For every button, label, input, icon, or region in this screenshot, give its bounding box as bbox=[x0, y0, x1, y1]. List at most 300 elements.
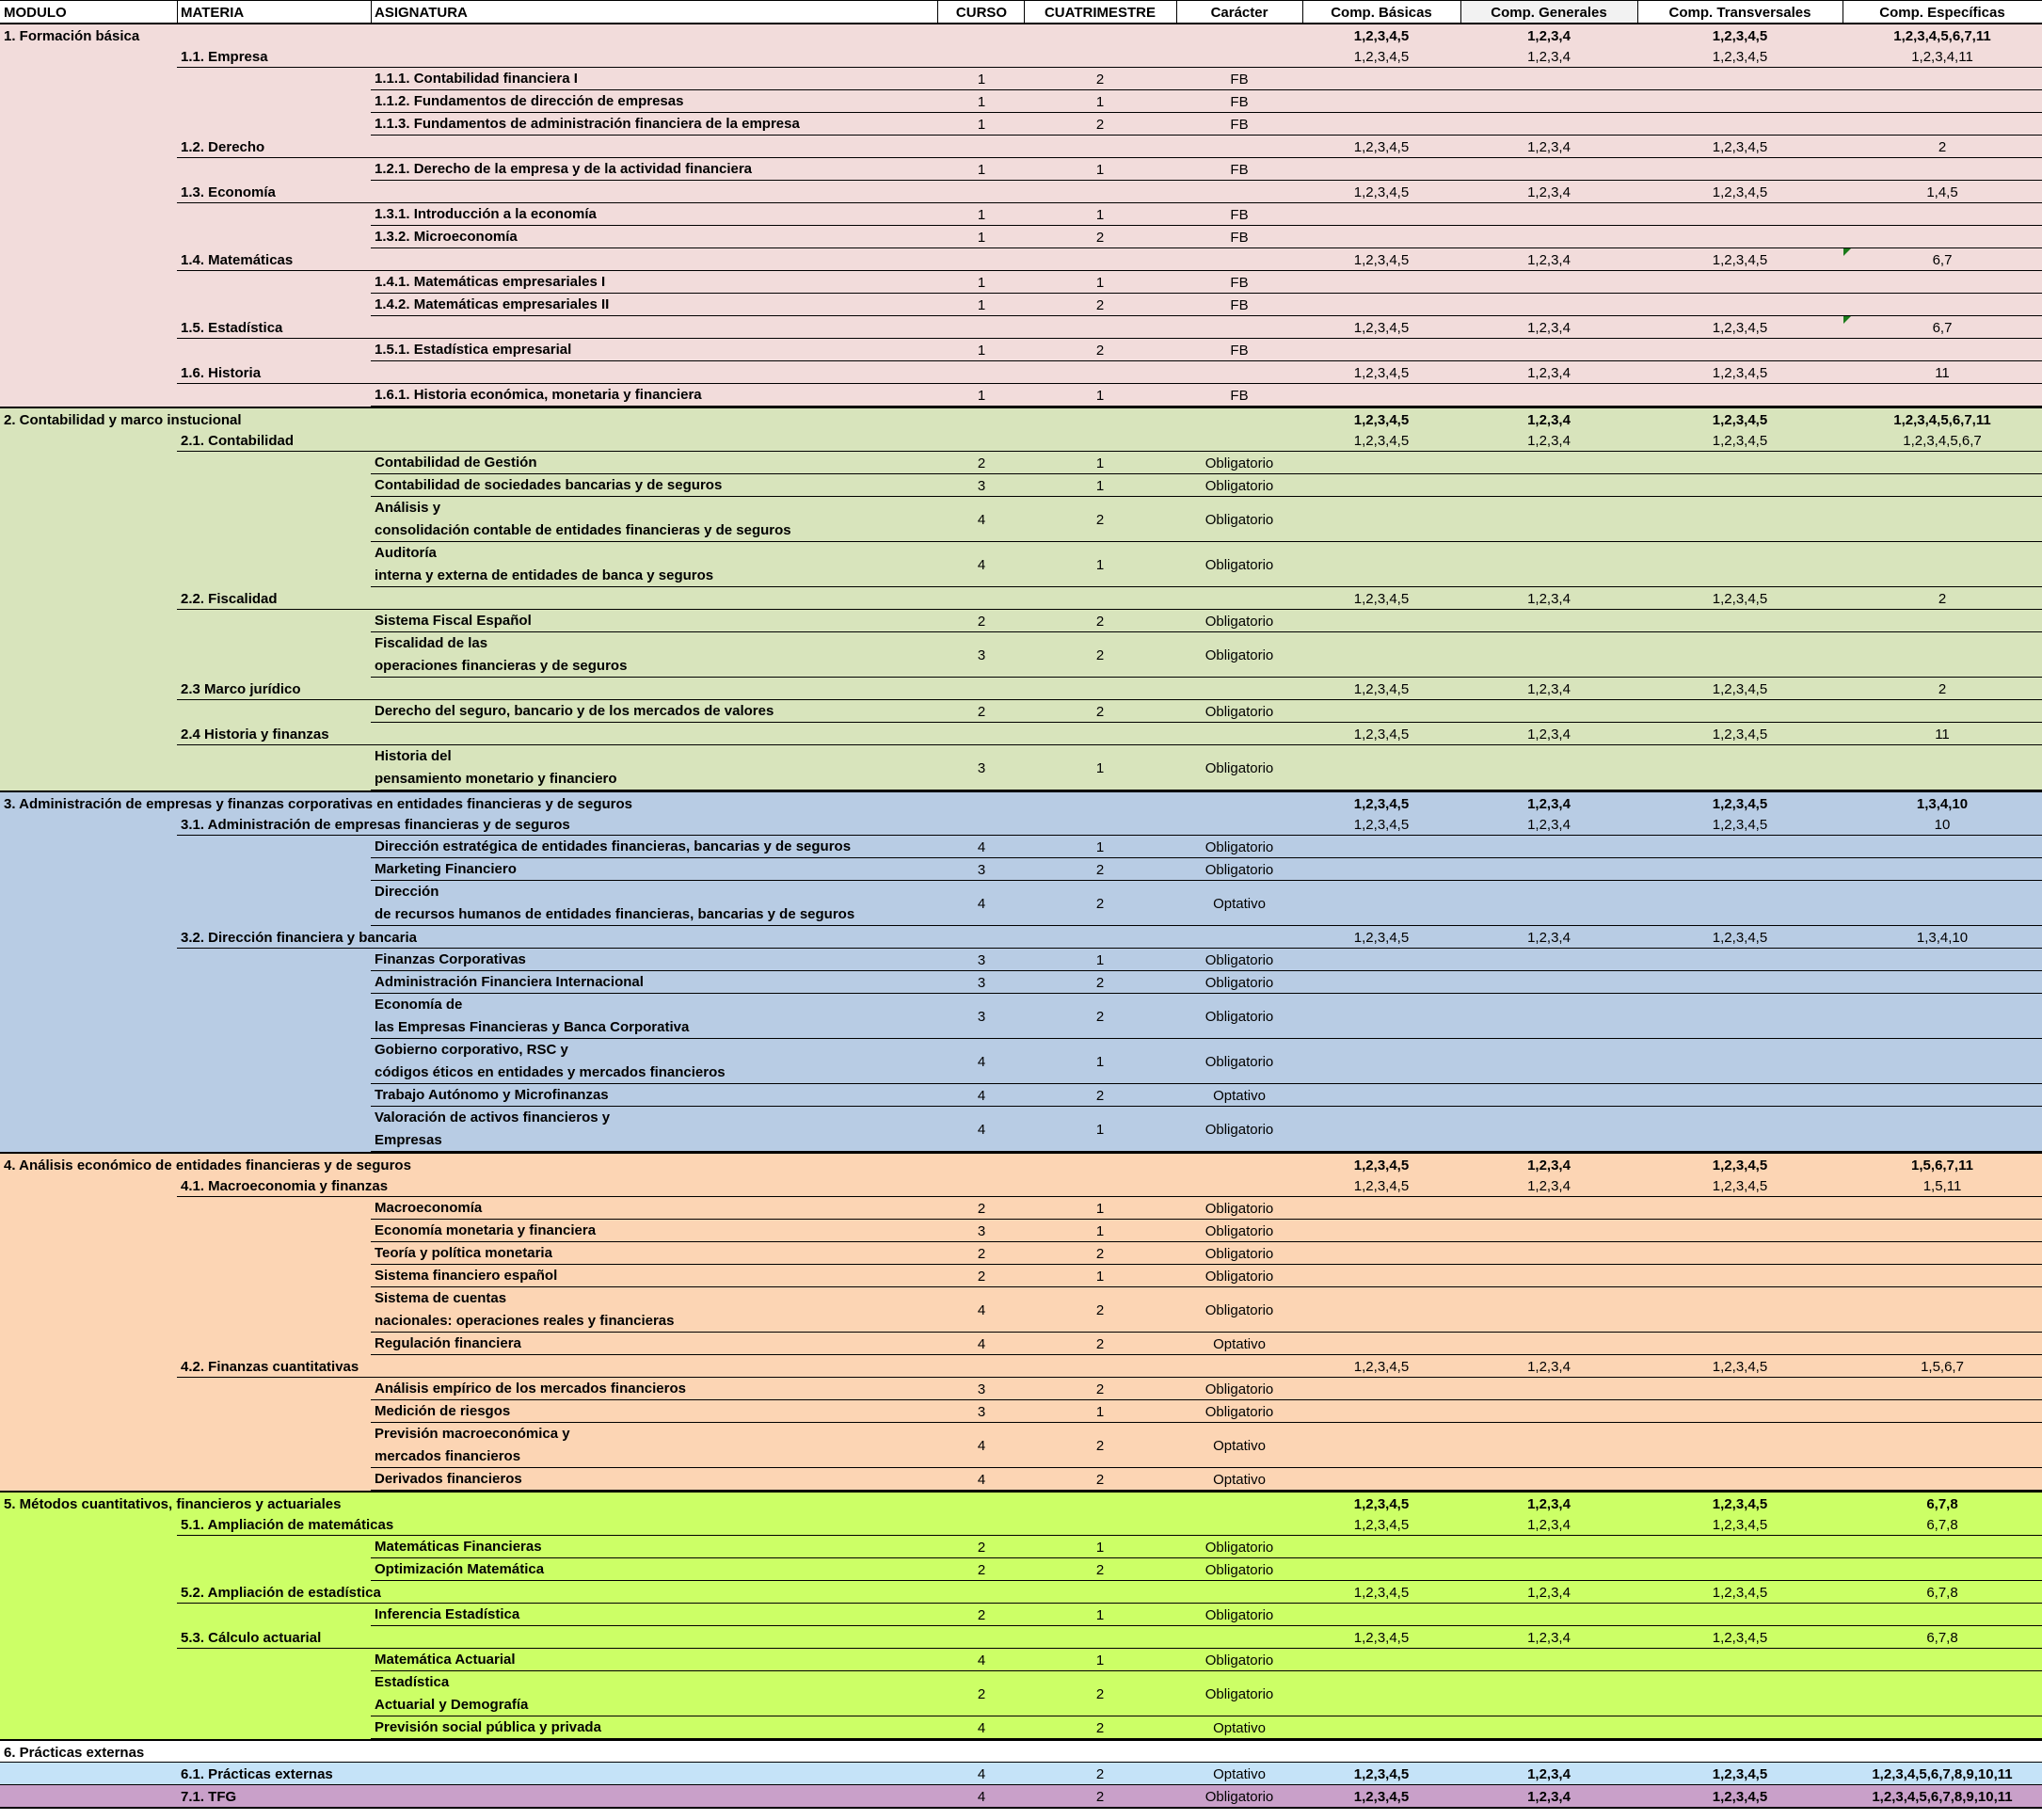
asignatura-cell[interactable] bbox=[375, 90, 937, 113]
comp-especificas-cell[interactable]: 1,3,4,10 bbox=[1916, 795, 1969, 812]
cuatrimestre-cell[interactable]: 2 bbox=[1095, 116, 1105, 133]
comp-basicas-cell[interactable]: 1,2,3,4,5 bbox=[1353, 929, 1410, 946]
caracter-cell[interactable]: FB bbox=[1230, 296, 1249, 313]
caracter-cell[interactable]: Optativo bbox=[1213, 895, 1266, 912]
curso-cell[interactable]: 3 bbox=[977, 759, 986, 776]
comp-especificas-cell[interactable]: 6,7 bbox=[1932, 251, 1953, 268]
caracter-cell[interactable]: Obligatorio bbox=[1204, 1561, 1274, 1578]
curso-cell[interactable]: 1 bbox=[977, 206, 986, 223]
materia-label[interactable]: 6.1. Prácticas externas bbox=[181, 1765, 333, 1782]
comp-generales-cell[interactable]: 1,2,3,4 bbox=[1527, 929, 1571, 946]
caracter-cell[interactable]: Obligatorio bbox=[1204, 556, 1274, 573]
comp-basicas-cell[interactable]: 1,2,3,4,5 bbox=[1353, 726, 1410, 742]
caracter-cell[interactable]: Obligatorio bbox=[1204, 455, 1274, 471]
comp-especificas-cell[interactable]: 11 bbox=[1935, 726, 1950, 742]
comp-transversales-cell[interactable]: 1,2,3,4,5 bbox=[1712, 1157, 1768, 1173]
comp-transversales-cell[interactable]: 1,2,3,4,5 bbox=[1712, 1788, 1768, 1805]
cuatrimestre-cell[interactable]: 1 bbox=[1095, 759, 1105, 776]
materia-label[interactable]: 2.4 Historia y finanzas bbox=[181, 726, 329, 742]
asignatura-cell[interactable] bbox=[375, 745, 937, 790]
comp-transversales-cell[interactable]: 1,2,3,4,5 bbox=[1712, 1629, 1768, 1646]
caracter-cell[interactable]: Optativo bbox=[1213, 1437, 1266, 1454]
asignatura-cell[interactable] bbox=[375, 1197, 937, 1220]
comp-especificas-cell[interactable]: 1,2,3,4,5,6,7,11 bbox=[1893, 411, 1991, 428]
comp-transversales-cell[interactable]: 1,2,3,4,5 bbox=[1712, 1584, 1768, 1601]
cuatrimestre-cell[interactable]: 1 bbox=[1095, 1053, 1105, 1070]
caracter-cell[interactable]: Obligatorio bbox=[1204, 613, 1274, 630]
cuatrimestre-cell[interactable]: 2 bbox=[1095, 71, 1105, 88]
curso-cell[interactable]: 2 bbox=[977, 1268, 986, 1285]
comp-generales-cell[interactable]: 1,2,3,4 bbox=[1527, 1177, 1571, 1194]
comp-transversales-cell[interactable]: 1,2,3,4,5 bbox=[1712, 1516, 1768, 1533]
curso-cell[interactable]: 3 bbox=[977, 1403, 986, 1420]
cuatrimestre-cell[interactable]: 2 bbox=[1095, 1087, 1105, 1104]
comp-transversales-cell[interactable]: 1,2,3,4,5 bbox=[1712, 1358, 1768, 1375]
cuatrimestre-cell[interactable]: 2 bbox=[1095, 703, 1105, 720]
cuatrimestre-cell[interactable]: 1 bbox=[1095, 93, 1105, 110]
asignatura-cell[interactable] bbox=[375, 1084, 937, 1107]
asignatura-cell[interactable] bbox=[375, 1220, 937, 1242]
cuatrimestre-cell[interactable]: 2 bbox=[1095, 613, 1105, 630]
comp-basicas-cell[interactable]: 1,2,3,4,5 bbox=[1353, 1516, 1410, 1533]
comp-transversales-cell[interactable]: 1,2,3,4,5 bbox=[1712, 726, 1768, 742]
curso-cell[interactable]: 1 bbox=[977, 71, 986, 88]
curso-cell[interactable]: 1 bbox=[977, 161, 986, 178]
module-label[interactable]: 1. Formación básica bbox=[4, 27, 140, 44]
cuatrimestre-cell[interactable]: 1 bbox=[1095, 206, 1105, 223]
comp-basicas-cell[interactable]: 1,2,3,4,5 bbox=[1353, 1584, 1410, 1601]
comp-especificas-cell[interactable]: 1,2,3,4,5,6,7,8,9,10,11 bbox=[1872, 1765, 2013, 1782]
materia-label[interactable]: 4.2. Finanzas cuantitativas bbox=[181, 1358, 359, 1375]
materia-label[interactable]: 5.3. Cálculo actuarial bbox=[181, 1629, 322, 1646]
curso-cell[interactable]: 1 bbox=[977, 296, 986, 313]
asignatura-cell[interactable] bbox=[375, 1604, 937, 1626]
curso-cell[interactable]: 2 bbox=[977, 1245, 986, 1262]
asignatura-cell[interactable] bbox=[375, 700, 937, 723]
asignatura-cell[interactable] bbox=[375, 542, 937, 587]
caracter-cell[interactable]: Obligatorio bbox=[1204, 1539, 1274, 1556]
curso-cell[interactable]: 1 bbox=[977, 93, 986, 110]
caracter-cell[interactable]: Optativo bbox=[1213, 1335, 1266, 1352]
comp-transversales-cell[interactable]: 1,2,3,4,5 bbox=[1712, 1495, 1768, 1512]
curso-cell[interactable]: 2 bbox=[977, 1200, 986, 1217]
comp-basicas-cell[interactable]: 1,2,3,4,5 bbox=[1353, 1629, 1410, 1646]
comp-transversales-cell[interactable]: 1,2,3,4,5 bbox=[1712, 364, 1768, 381]
curso-cell[interactable]: 1 bbox=[977, 229, 986, 246]
caracter-cell[interactable]: Obligatorio bbox=[1204, 1053, 1274, 1070]
comp-basicas-cell[interactable]: 1,2,3,4,5 bbox=[1353, 816, 1410, 833]
asignatura-cell[interactable] bbox=[375, 68, 937, 90]
comp-especificas-cell[interactable]: 1,3,4,10 bbox=[1916, 929, 1969, 946]
cuatrimestre-cell[interactable]: 2 bbox=[1095, 1381, 1105, 1397]
caracter-cell[interactable]: FB bbox=[1230, 161, 1249, 178]
cuatrimestre-cell[interactable]: 1 bbox=[1095, 1539, 1105, 1556]
cuatrimestre-cell[interactable]: 2 bbox=[1095, 1561, 1105, 1578]
asignatura-cell[interactable] bbox=[375, 1423, 937, 1468]
comp-generales-cell[interactable]: 1,2,3,4 bbox=[1527, 590, 1571, 607]
comp-especificas-cell[interactable] bbox=[1843, 1741, 2042, 1764]
curso-cell[interactable]: 2 bbox=[977, 1539, 986, 1556]
curso-cell[interactable]: 4 bbox=[977, 1765, 986, 1782]
materia-label[interactable]: 3.1. Administración de empresas financieras y de seguros bbox=[181, 816, 570, 833]
comp-transversales-cell[interactable]: 1,2,3,4,5 bbox=[1712, 1765, 1768, 1782]
header-comp-generales[interactable]: Comp. Generales bbox=[1460, 1, 1637, 24]
caracter-cell[interactable]: Optativo bbox=[1213, 1087, 1266, 1104]
curso-cell[interactable]: 4 bbox=[977, 895, 986, 912]
asignatura-cell[interactable] bbox=[375, 1265, 937, 1287]
comp-transversales-cell[interactable]: 1,2,3,4,5 bbox=[1712, 680, 1768, 697]
cuatrimestre-cell[interactable]: 2 bbox=[1095, 511, 1105, 528]
curso-cell[interactable]: 4 bbox=[977, 1719, 986, 1736]
header-comp-basicas[interactable]: Comp. Básicas bbox=[1331, 4, 1432, 21]
comp-basicas-cell[interactable]: 1,2,3,4,5 bbox=[1353, 138, 1410, 155]
asignatura-cell[interactable] bbox=[375, 836, 937, 858]
caracter-cell[interactable]: FB bbox=[1230, 229, 1249, 246]
comp-especificas-cell[interactable]: 2 bbox=[1938, 680, 1947, 697]
curso-cell[interactable]: 4 bbox=[977, 838, 986, 855]
comp-generales-cell[interactable]: 1,2,3,4 bbox=[1527, 319, 1571, 336]
comp-generales-cell[interactable]: 1,2,3,4 bbox=[1527, 48, 1571, 65]
comp-especificas-cell[interactable]: 1,5,11 bbox=[1922, 1177, 1962, 1194]
comp-generales-cell[interactable]: 1,2,3,4 bbox=[1527, 432, 1571, 449]
caracter-cell[interactable]: FB bbox=[1230, 387, 1249, 404]
cuatrimestre-cell[interactable]: 2 bbox=[1095, 1719, 1105, 1736]
cuatrimestre-cell[interactable]: 2 bbox=[1095, 895, 1105, 912]
cuatrimestre-cell[interactable]: 2 bbox=[1095, 974, 1105, 991]
curso-cell[interactable]: 2 bbox=[977, 703, 986, 720]
cuatrimestre-cell[interactable]: 2 bbox=[1095, 1437, 1105, 1454]
comp-transversales-cell[interactable]: 1,2,3,4,5 bbox=[1712, 411, 1768, 428]
cuatrimestre-cell[interactable]: 2 bbox=[1095, 1788, 1105, 1805]
header-comp-especificas[interactable]: Comp. Específicas bbox=[1879, 4, 2005, 21]
cuatrimestre-cell[interactable]: 2 bbox=[1095, 1301, 1105, 1318]
caracter-cell[interactable]: Obligatorio bbox=[1204, 974, 1274, 991]
caracter-cell[interactable]: Obligatorio bbox=[1204, 703, 1274, 720]
asignatura-cell[interactable] bbox=[375, 1242, 937, 1265]
module-label[interactable]: 5. Métodos cuantitativos, financieros y actuariales bbox=[4, 1495, 342, 1512]
cuatrimestre-cell[interactable]: 2 bbox=[1095, 296, 1105, 313]
comp-especificas-cell[interactable]: 6,7,8 bbox=[1926, 1516, 1958, 1533]
curso-cell[interactable]: 2 bbox=[977, 455, 986, 471]
cuatrimestre-cell[interactable]: 2 bbox=[1095, 861, 1105, 878]
curso-cell[interactable]: 4 bbox=[977, 1053, 986, 1070]
caracter-cell[interactable]: Optativo bbox=[1213, 1471, 1266, 1488]
asignatura-cell[interactable] bbox=[375, 881, 937, 926]
comment-indicator-icon[interactable] bbox=[1843, 248, 1851, 256]
curso-cell[interactable]: 4 bbox=[977, 1121, 986, 1138]
curso-cell[interactable]: 3 bbox=[977, 1381, 986, 1397]
module-label[interactable]: 6. Prácticas externas bbox=[4, 1744, 145, 1761]
cuatrimestre-cell[interactable]: 1 bbox=[1095, 1222, 1105, 1239]
comp-basicas-cell[interactable]: 1,2,3,4,5 bbox=[1353, 1788, 1410, 1805]
comp-generales-cell[interactable]: 1,2,3,4 bbox=[1527, 27, 1571, 44]
curso-cell[interactable]: 3 bbox=[977, 974, 986, 991]
cuatrimestre-cell[interactable]: 2 bbox=[1095, 1471, 1105, 1488]
comp-especificas-cell[interactable]: 11 bbox=[1935, 364, 1950, 381]
comp-generales-cell[interactable]: 1,2,3,4 bbox=[1527, 1765, 1571, 1782]
comp-generales-cell[interactable]: 1,2,3,4 bbox=[1527, 1495, 1571, 1512]
comp-especificas-cell[interactable]: 6,7,8 bbox=[1926, 1584, 1958, 1601]
comp-transversales-cell[interactable]: 1,2,3,4,5 bbox=[1712, 27, 1768, 44]
caracter-cell[interactable]: Obligatorio bbox=[1204, 1200, 1274, 1217]
curso-cell[interactable]: 3 bbox=[977, 647, 986, 663]
comp-generales-cell[interactable] bbox=[1460, 1741, 1637, 1764]
comp-transversales-cell[interactable]: 1,2,3,4,5 bbox=[1712, 138, 1768, 155]
comp-basicas-cell[interactable]: 1,2,3,4,5 bbox=[1353, 27, 1410, 44]
asignatura-cell[interactable] bbox=[375, 1378, 937, 1400]
cuatrimestre-cell[interactable]: 1 bbox=[1095, 387, 1105, 404]
cuatrimestre-cell[interactable]: 1 bbox=[1095, 274, 1105, 291]
asignatura-cell[interactable] bbox=[375, 1039, 937, 1084]
comp-especificas-cell[interactable]: 1,4,5 bbox=[1926, 184, 1958, 200]
caracter-cell[interactable]: Obligatorio bbox=[1204, 1301, 1274, 1318]
asignatura-cell[interactable] bbox=[375, 610, 937, 632]
curso-cell[interactable]: 1 bbox=[977, 387, 986, 404]
asignatura-cell[interactable] bbox=[375, 339, 937, 361]
caracter-cell[interactable]: FB bbox=[1230, 206, 1249, 223]
caracter-cell[interactable]: Obligatorio bbox=[1204, 861, 1274, 878]
comp-basicas-cell[interactable] bbox=[1302, 1741, 1460, 1764]
asignatura-cell[interactable] bbox=[375, 949, 937, 971]
caracter-cell[interactable]: Obligatorio bbox=[1204, 1121, 1274, 1138]
cuatrimestre-cell[interactable]: 1 bbox=[1095, 161, 1105, 178]
curso-cell[interactable]: 3 bbox=[977, 951, 986, 968]
asignatura-cell[interactable] bbox=[375, 271, 937, 294]
comp-especificas-cell[interactable]: 6,7,8 bbox=[1926, 1629, 1958, 1646]
cuatrimestre-cell[interactable]: 2 bbox=[1095, 1245, 1105, 1262]
curso-cell[interactable]: 1 bbox=[977, 342, 986, 359]
cuatrimestre-cell[interactable]: 1 bbox=[1095, 1200, 1105, 1217]
asignatura-cell[interactable] bbox=[375, 497, 937, 542]
caracter-cell[interactable]: Obligatorio bbox=[1204, 1606, 1274, 1623]
caracter-cell[interactable]: Obligatorio bbox=[1204, 511, 1274, 528]
comp-transversales-cell[interactable]: 1,2,3,4,5 bbox=[1712, 1177, 1768, 1194]
comp-transversales-cell[interactable]: 1,2,3,4,5 bbox=[1712, 319, 1768, 336]
materia-label[interactable]: 5.1. Ampliación de matemáticas bbox=[181, 1516, 394, 1533]
comp-basicas-cell[interactable]: 1,2,3,4,5 bbox=[1353, 1157, 1410, 1173]
comp-especificas-cell[interactable]: 6,7,8 bbox=[1926, 1495, 1958, 1512]
comp-basicas-cell[interactable]: 1,2,3,4,5 bbox=[1353, 251, 1410, 268]
comp-basicas-cell[interactable]: 1,2,3,4,5 bbox=[1353, 590, 1410, 607]
asignatura-cell[interactable] bbox=[375, 158, 937, 181]
comp-generales-cell[interactable]: 1,2,3,4 bbox=[1527, 1788, 1571, 1805]
asignatura-cell[interactable] bbox=[375, 994, 937, 1039]
caracter-cell[interactable]: Optativo bbox=[1213, 1765, 1266, 1782]
curso-cell[interactable]: 4 bbox=[977, 1087, 986, 1104]
comp-transversales-cell[interactable]: 1,2,3,4,5 bbox=[1712, 929, 1768, 946]
comp-basicas-cell[interactable]: 1,2,3,4,5 bbox=[1353, 1765, 1410, 1782]
curso-cell[interactable]: 3 bbox=[977, 1008, 986, 1025]
caracter-cell[interactable]: Obligatorio bbox=[1204, 838, 1274, 855]
comp-generales-cell[interactable]: 1,2,3,4 bbox=[1527, 680, 1571, 697]
comp-transversales-cell[interactable]: 1,2,3,4,5 bbox=[1712, 432, 1768, 449]
cuatrimestre-cell[interactable]: 2 bbox=[1095, 1008, 1105, 1025]
asignatura-cell[interactable] bbox=[375, 1671, 937, 1716]
materia-label[interactable]: 1.1. Empresa bbox=[181, 48, 268, 65]
comp-generales-cell[interactable]: 1,2,3,4 bbox=[1527, 138, 1571, 155]
asignatura-cell[interactable] bbox=[375, 632, 937, 678]
comp-transversales-cell[interactable]: 1,2,3,4,5 bbox=[1712, 816, 1768, 833]
materia-label[interactable]: 4.1. Macroeconomia y finanzas bbox=[181, 1177, 389, 1194]
comp-basicas-cell[interactable]: 1,2,3,4,5 bbox=[1353, 795, 1410, 812]
cuatrimestre-cell[interactable]: 2 bbox=[1095, 1765, 1105, 1782]
caracter-cell[interactable]: Obligatorio bbox=[1204, 477, 1274, 494]
asignatura-cell[interactable] bbox=[375, 203, 937, 226]
curso-cell[interactable]: 4 bbox=[977, 1788, 986, 1805]
curso-cell[interactable]: 3 bbox=[977, 477, 986, 494]
materia-label[interactable]: 1.2. Derecho bbox=[181, 138, 265, 155]
curso-cell[interactable]: 2 bbox=[977, 1561, 986, 1578]
cuatrimestre-cell[interactable]: 1 bbox=[1095, 556, 1105, 573]
header-cuatrimestre[interactable]: CUATRIMESTRE bbox=[1044, 4, 1157, 21]
caracter-cell[interactable]: FB bbox=[1230, 71, 1249, 88]
asignatura-cell[interactable] bbox=[375, 1468, 937, 1491]
comp-basicas-cell[interactable]: 1,2,3,4,5 bbox=[1353, 319, 1410, 336]
comp-generales-cell[interactable]: 1,2,3,4 bbox=[1527, 184, 1571, 200]
caracter-cell[interactable]: Obligatorio bbox=[1204, 1268, 1274, 1285]
caracter-cell[interactable]: Obligatorio bbox=[1204, 759, 1274, 776]
asignatura-cell[interactable] bbox=[375, 858, 937, 881]
curso-cell[interactable]: 4 bbox=[977, 556, 986, 573]
caracter-cell[interactable]: Optativo bbox=[1213, 1719, 1266, 1736]
asignatura-cell[interactable] bbox=[375, 1649, 937, 1671]
caracter-cell[interactable]: Obligatorio bbox=[1204, 1222, 1274, 1239]
caracter-cell[interactable]: Obligatorio bbox=[1204, 1008, 1274, 1025]
curso-cell[interactable]: 4 bbox=[977, 511, 986, 528]
asignatura-cell[interactable] bbox=[375, 1536, 937, 1558]
caracter-cell[interactable]: FB bbox=[1230, 93, 1249, 110]
comp-basicas-cell[interactable]: 1,2,3,4,5 bbox=[1353, 1177, 1410, 1194]
comp-especificas-cell[interactable]: 1,5,6,7,11 bbox=[1911, 1157, 1973, 1173]
asignatura-cell[interactable] bbox=[375, 1287, 937, 1333]
comp-generales-cell[interactable]: 1,2,3,4 bbox=[1527, 1157, 1571, 1173]
materia-label[interactable]: 5.2. Ampliación de estadística bbox=[181, 1584, 381, 1601]
comp-especificas-cell[interactable]: 2 bbox=[1938, 138, 1947, 155]
asignatura-cell[interactable] bbox=[375, 1400, 937, 1423]
comp-transversales-cell[interactable]: 1,2,3,4,5 bbox=[1712, 590, 1768, 607]
cuatrimestre-cell[interactable]: 1 bbox=[1095, 455, 1105, 471]
comp-transversales-cell[interactable] bbox=[1637, 1741, 1843, 1764]
module-label[interactable]: 2. Contabilidad y marco instucional bbox=[4, 411, 242, 428]
caracter-cell[interactable]: FB bbox=[1230, 342, 1249, 359]
curso-cell[interactable]: 4 bbox=[977, 1335, 986, 1352]
comp-generales-cell[interactable]: 1,2,3,4 bbox=[1527, 726, 1571, 742]
caracter-cell[interactable]: Obligatorio bbox=[1204, 951, 1274, 968]
curso-cell[interactable]: 2 bbox=[977, 1685, 986, 1702]
comp-basicas-cell[interactable]: 1,2,3,4,5 bbox=[1353, 364, 1410, 381]
comp-basicas-cell[interactable]: 1,2,3,4,5 bbox=[1353, 48, 1410, 65]
cuatrimestre-cell[interactable]: 2 bbox=[1095, 342, 1105, 359]
header-caracter[interactable]: Carácter bbox=[1210, 4, 1268, 21]
comp-basicas-cell[interactable]: 1,2,3,4,5 bbox=[1353, 184, 1410, 200]
module-label[interactable]: 4. Análisis económico de entidades financieras y de seguros bbox=[4, 1157, 411, 1173]
comp-especificas-cell[interactable]: 1,2,3,4,5,6,7,11 bbox=[1893, 27, 1991, 44]
comp-especificas-cell[interactable]: 1,2,3,4,5,6,7 bbox=[1903, 432, 1982, 449]
comp-especificas-cell[interactable]: 6,7 bbox=[1932, 319, 1953, 336]
comment-indicator-icon[interactable] bbox=[1843, 316, 1851, 324]
curso-cell[interactable]: 3 bbox=[977, 1222, 986, 1239]
comp-basicas-cell[interactable]: 1,2,3,4,5 bbox=[1353, 680, 1410, 697]
curso-cell[interactable]: 4 bbox=[977, 1437, 986, 1454]
caracter-cell[interactable]: Obligatorio bbox=[1204, 647, 1274, 663]
comp-especificas-cell[interactable]: 1,2,3,4,11 bbox=[1911, 48, 1973, 65]
cuatrimestre-cell[interactable]: 2 bbox=[1095, 647, 1105, 663]
header-materia[interactable]: MATERIA bbox=[181, 4, 245, 21]
comp-generales-cell[interactable]: 1,2,3,4 bbox=[1527, 1516, 1571, 1533]
comp-transversales-cell[interactable]: 1,2,3,4,5 bbox=[1712, 795, 1768, 812]
cuatrimestre-cell[interactable]: 1 bbox=[1095, 1606, 1105, 1623]
materia-label[interactable]: 1.3. Economía bbox=[181, 184, 276, 200]
caracter-cell[interactable]: Obligatorio bbox=[1204, 1652, 1274, 1668]
comp-generales-cell[interactable]: 1,2,3,4 bbox=[1527, 411, 1571, 428]
caracter-cell[interactable]: Obligatorio bbox=[1204, 1788, 1274, 1805]
cuatrimestre-cell[interactable]: 1 bbox=[1095, 1121, 1105, 1138]
cuatrimestre-cell[interactable]: 2 bbox=[1095, 229, 1105, 246]
comp-basicas-cell[interactable]: 1,2,3,4,5 bbox=[1353, 411, 1410, 428]
materia-label[interactable]: 2.2. Fiscalidad bbox=[181, 590, 278, 607]
comp-especificas-cell[interactable]: 2 bbox=[1938, 590, 1947, 607]
asignatura-cell[interactable] bbox=[375, 1716, 937, 1739]
header-comp-transversales[interactable]: Comp. Transversales bbox=[1668, 4, 1811, 21]
comp-transversales-cell[interactable]: 1,2,3,4,5 bbox=[1712, 184, 1768, 200]
comp-generales-cell[interactable]: 1,2,3,4 bbox=[1527, 1358, 1571, 1375]
asignatura-cell[interactable] bbox=[375, 1107, 937, 1152]
curso-cell[interactable]: 4 bbox=[977, 1652, 986, 1668]
asignatura-cell[interactable] bbox=[375, 1558, 937, 1581]
asignatura-cell[interactable] bbox=[375, 294, 937, 316]
materia-label[interactable]: 2.3 Marco jurídico bbox=[181, 680, 301, 697]
cuatrimestre-cell[interactable]: 1 bbox=[1095, 1268, 1105, 1285]
asignatura-cell[interactable] bbox=[375, 113, 937, 136]
comp-generales-cell[interactable]: 1,2,3,4 bbox=[1527, 1629, 1571, 1646]
caracter-cell[interactable]: Obligatorio bbox=[1204, 1381, 1274, 1397]
curso-cell[interactable]: 2 bbox=[977, 1606, 986, 1623]
asignatura-cell[interactable] bbox=[375, 384, 937, 407]
comp-transversales-cell[interactable]: 1,2,3,4,5 bbox=[1712, 251, 1768, 268]
comp-generales-cell[interactable]: 1,2,3,4 bbox=[1527, 816, 1571, 833]
comp-generales-cell[interactable]: 1,2,3,4 bbox=[1527, 251, 1571, 268]
header-modulo[interactable]: MODULO bbox=[4, 4, 67, 21]
comp-generales-cell[interactable]: 1,2,3,4 bbox=[1527, 364, 1571, 381]
cuatrimestre-cell[interactable]: 1 bbox=[1095, 951, 1105, 968]
comp-basicas-cell[interactable]: 1,2,3,4,5 bbox=[1353, 1358, 1410, 1375]
curso-cell[interactable]: 4 bbox=[977, 1301, 986, 1318]
materia-label[interactable]: 1.6. Historia bbox=[181, 364, 262, 381]
curso-cell[interactable]: 2 bbox=[977, 613, 986, 630]
header-asignatura[interactable]: ASIGNATURA bbox=[375, 4, 468, 21]
asignatura-cell[interactable] bbox=[375, 452, 937, 474]
comp-especificas-cell[interactable]: 1,2,3,4,5,6,7,8,9,10,11 bbox=[1872, 1788, 2013, 1805]
caracter-cell[interactable]: Obligatorio bbox=[1204, 1685, 1274, 1702]
cuatrimestre-cell[interactable]: 2 bbox=[1095, 1335, 1105, 1352]
cuatrimestre-cell[interactable]: 2 bbox=[1095, 1685, 1105, 1702]
comp-especificas-cell[interactable]: 1,5,6,7 bbox=[1921, 1358, 1964, 1375]
cuatrimestre-cell[interactable]: 1 bbox=[1095, 838, 1105, 855]
comp-basicas-cell[interactable]: 1,2,3,4,5 bbox=[1353, 432, 1410, 449]
materia-label[interactable]: 7.1. TFG bbox=[181, 1788, 237, 1805]
header-curso[interactable]: CURSO bbox=[955, 4, 1008, 21]
cuatrimestre-cell[interactable]: 1 bbox=[1095, 477, 1105, 494]
materia-label[interactable]: 1.5. Estadística bbox=[181, 319, 283, 336]
cuatrimestre-cell[interactable]: 1 bbox=[1095, 1403, 1105, 1420]
caracter-cell[interactable]: Obligatorio bbox=[1204, 1403, 1274, 1420]
materia-label[interactable]: 3.2. Dirección financiera y bancaria bbox=[181, 929, 417, 946]
curso-cell[interactable]: 1 bbox=[977, 116, 986, 133]
asignatura-cell[interactable] bbox=[375, 1333, 937, 1355]
caracter-cell[interactable]: FB bbox=[1230, 116, 1249, 133]
asignatura-cell[interactable] bbox=[375, 971, 937, 994]
curso-cell[interactable]: 1 bbox=[977, 274, 986, 291]
